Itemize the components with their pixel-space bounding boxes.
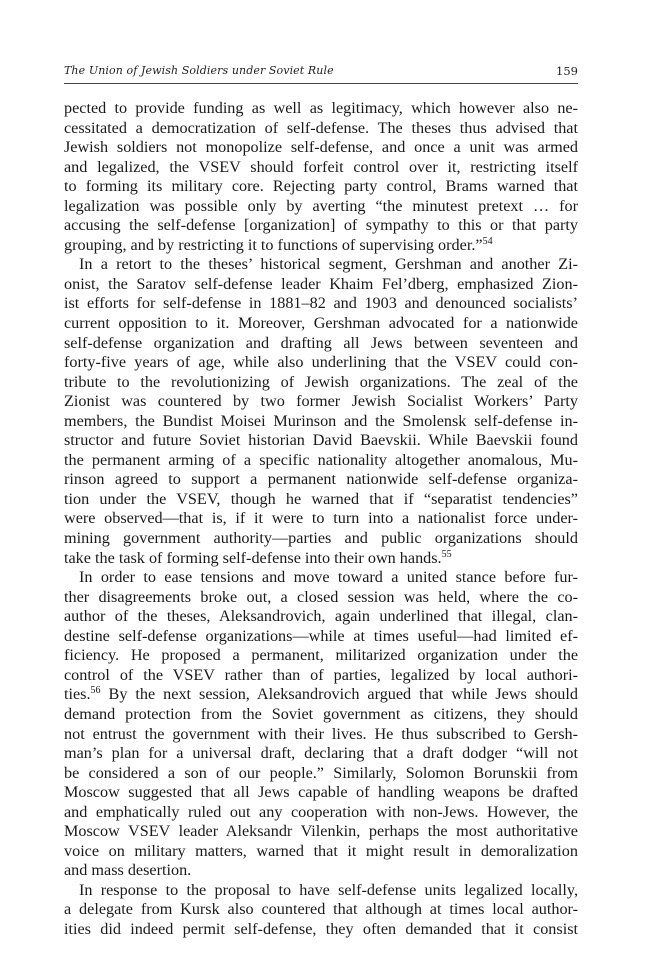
text-line: author of the theses, Aleksandrovich, again underlined that illegal, clan- — [64, 607, 578, 626]
text-line: be considered a son of our people.” Similarly, Solomon Borunskii from — [64, 763, 578, 782]
text-line: and legalized, the VSEV should forfeit control over it, restricting itself — [64, 157, 578, 176]
text-line: pected to provide funding as well as legitimacy, which however also ne- — [64, 99, 578, 117]
text-line: ist efforts for self-defense in 1881–82 and 1903 and denounced socialists’ — [64, 294, 578, 313]
text-line: members, the Bundist Moisei Murinson and the Smolensk self-defense in- — [64, 411, 578, 430]
text-line: structor and future Soviet historian David Baevskii. While Baevskii found — [64, 431, 578, 450]
text-line: self-defense organization and drafting all Jews between seventeen and — [64, 333, 578, 352]
text-line: Moscow VSEV leader Aleksandr Vilenkin, perhaps the most authoritative — [64, 822, 578, 841]
text-line: Jewish soldiers not monopolize self-defense, and once a unit was armed — [64, 138, 578, 157]
page-header — [64, 64, 578, 80]
text-line: current opposition to it. Moreover, Gershman advocated for a nationwide — [64, 314, 578, 333]
text-line: take the task of forming self-defense into their own hands.$^{55}$ — [64, 548, 452, 567]
text-line: destine self-defense organizations—while at times useful—had limited ef- — [64, 626, 578, 645]
text-line: cessitated a democratization of self-defense. The theses thus advised that — [64, 118, 578, 137]
text-line: control of the VSEV rather than of parties, legalized by local authori- — [64, 665, 578, 684]
text-line: man’s plan for a universal draft, declaring that a draft dodger “will not — [64, 744, 578, 763]
text-line: Zionist was countered by two former Jewish Socialist Workers’ Party — [64, 392, 578, 411]
text-line: ther disagreements broke out, a closed session was held, where the co- — [64, 587, 578, 606]
text-line: the permanent arming of a specific nationality altogether anomalous, Mu- — [64, 450, 578, 469]
text-line: and emphatically ruled out any cooperation with non-Jews. However, the — [64, 802, 578, 821]
text-line: grouping, and by restricting it to functions of supervising order.”$^{54}$ — [64, 235, 493, 254]
header-rule — [64, 83, 578, 84]
text-line: In response to the proposal to have self-defense units legalized locally, — [79, 880, 578, 899]
text-line: not entrust the government with their lives. He thus subscribed to Gersh- — [64, 724, 578, 743]
footnote-marker: 56 — [90, 685, 101, 697]
footnote-marker: 55 — [441, 548, 452, 560]
text-line: ties.$^{56}$ By the next session, Aleksandrovich argued that while Jews should — [64, 685, 578, 704]
text-line: In a retort to the theses’ historical segment, Gershman and another Zi- — [79, 255, 578, 274]
text-line: onist, the Saratov self-defense leader Khaim Fel’dberg, emphasized Zion- — [64, 274, 578, 293]
text-line: In order to ease tensions and move toward a united stance before fur- — [79, 568, 578, 587]
text-line: and mass desertion. — [64, 861, 192, 880]
text-line: were observed—that is, if it were to turn into a nationalist force under- — [64, 509, 578, 528]
text-line: a delegate from Kursk also countered that although at times local author- — [64, 900, 578, 919]
text-line: to forming its military core. Rejecting party control, Brams warned that — [64, 177, 578, 196]
text-line: forty-five years of age, while also underlining that the VSEV could con- — [64, 353, 578, 372]
text-line: Moscow suggested that all Jews capable of handling weapons be drafted — [64, 783, 578, 802]
text-line: mining government authority—parties and public organizations should — [64, 529, 578, 548]
text-line: ities did indeed permit self-defense, they often demanded that it consist — [64, 919, 578, 938]
running-title: The Union of Jewish Soldiers under Soviet Rule — [64, 64, 334, 77]
text-line: legalization was possible only by averting “the minutest pretext … for — [64, 196, 578, 215]
text-line: tion under the VSEV, though he warned that if “separatist tendencies” — [64, 489, 578, 508]
text-line: ficiency. He proposed a permanent, militarized organization under the — [64, 646, 578, 665]
page-number: 159 — [556, 64, 578, 78]
text-line: rinson agreed to support a permanent nationwide self-defense organiza- — [64, 470, 578, 489]
text-line: tribute to the revolutionizing of Jewish organizations. The zeal of the — [64, 372, 578, 391]
text-line: voice on military matters, warned that it might result in demoralization — [64, 841, 578, 860]
text-line: demand protection from the Soviet government as citizens, they should — [64, 704, 578, 723]
body-text — [64, 99, 578, 940]
text-line: accusing the self-defense [organization] of sympathy to this or that party — [64, 216, 578, 235]
footnote-marker: 54 — [482, 235, 493, 247]
